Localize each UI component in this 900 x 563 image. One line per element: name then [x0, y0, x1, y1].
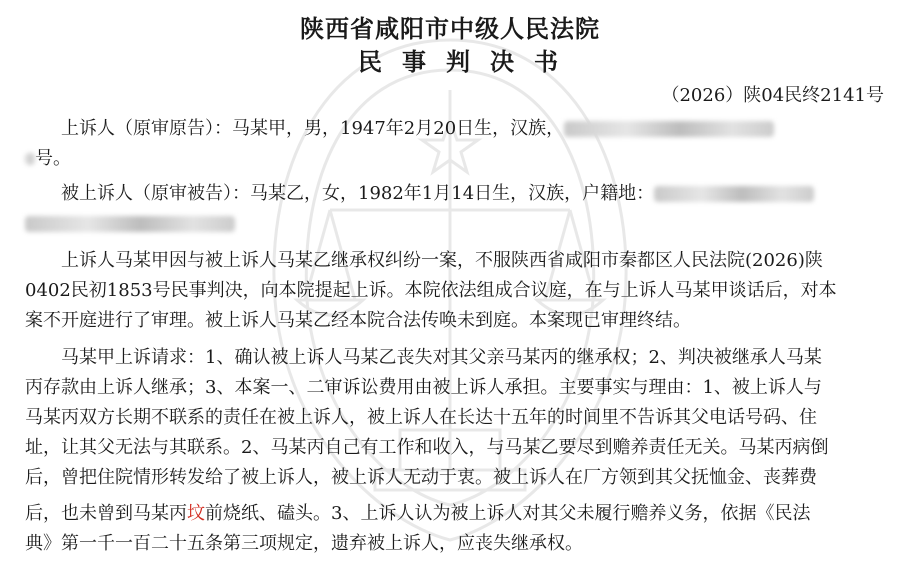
appellant-wrap-text: 号。	[35, 148, 71, 169]
text-segment: 前烧纸、磕头。3、上诉人认为被上诉人对其父未履行赡养义务，依据《民法	[205, 503, 811, 524]
redacted-address	[25, 216, 235, 232]
appellant-info: 上诉人（原审原告）：马某甲，男，1947年2月20日生，汉族，	[61, 118, 565, 139]
paragraph-line: 案不开庭进行了审理。被上诉人马某乙经本院合法传唤未到庭。本案现已审理终结。	[25, 310, 691, 331]
paragraph-line	[25, 502, 810, 526]
paragraph-line: 0402民初1853号民事判决，向本院提起上诉。本院依法组成合议庭，在与上诉人马某甲谈话后，对本	[25, 280, 837, 301]
redacted-address	[564, 121, 774, 137]
appellee-info: 被上诉人（原审被告）：马某乙，女，1982年1月14日生，汉族，户籍地：	[61, 183, 655, 204]
paragraph-line: 马某甲上诉请求：1、确认被上诉人马某乙丧失对其父亲马某丙的继承权；2、判决被继承人马某	[61, 347, 822, 368]
redacted-fragment	[25, 153, 35, 165]
court-name: 陕西省咸阳市中级人民法院	[300, 15, 600, 43]
paragraph-line: 后，曾把住院情形转发给了被上诉人，被上诉人无动于衷。被上诉人在厂方领到其父抚恤金、丧葬费	[25, 467, 817, 488]
paragraph-line: 上诉人马某甲因与被上诉人马某乙继承权纠纷一案，不服陕西省咸阳市秦都区人民法院(2026)陕	[61, 250, 823, 271]
paragraph-line: 马某丙双方长期不联系的责任在被上诉人，被上诉人在长达十五年的时间里不告诉其父电话号码、住	[25, 407, 817, 428]
paragraph-line: 址，让其父无法与其联系。2、马某丙自己有工作和收入，与马某乙要尽到赡养责任无关。马某丙病倒	[25, 437, 829, 458]
redacted-address	[654, 186, 814, 202]
appellee-line	[61, 182, 814, 206]
text-segment: 后，也未曾到马某丙	[25, 503, 187, 524]
appellant-line	[61, 117, 774, 141]
highlighted-char: 坟	[187, 503, 205, 524]
case-number: （2026）陕04民终2141号	[661, 85, 884, 106]
appellant-wrap-line	[25, 147, 71, 171]
paragraph-line: 丙存款由上诉人继承；3、本案一、二审诉讼费用由被上诉人承担。主要事实与理由：1、被上诉人与	[25, 377, 822, 398]
document-type: 民事判决书	[358, 48, 578, 76]
appellee-wrap-line	[25, 212, 235, 236]
paragraph-line: 典》第一千一百二十五条第三项规定，遗弃被上诉人，应丧失继承权。	[25, 533, 583, 554]
